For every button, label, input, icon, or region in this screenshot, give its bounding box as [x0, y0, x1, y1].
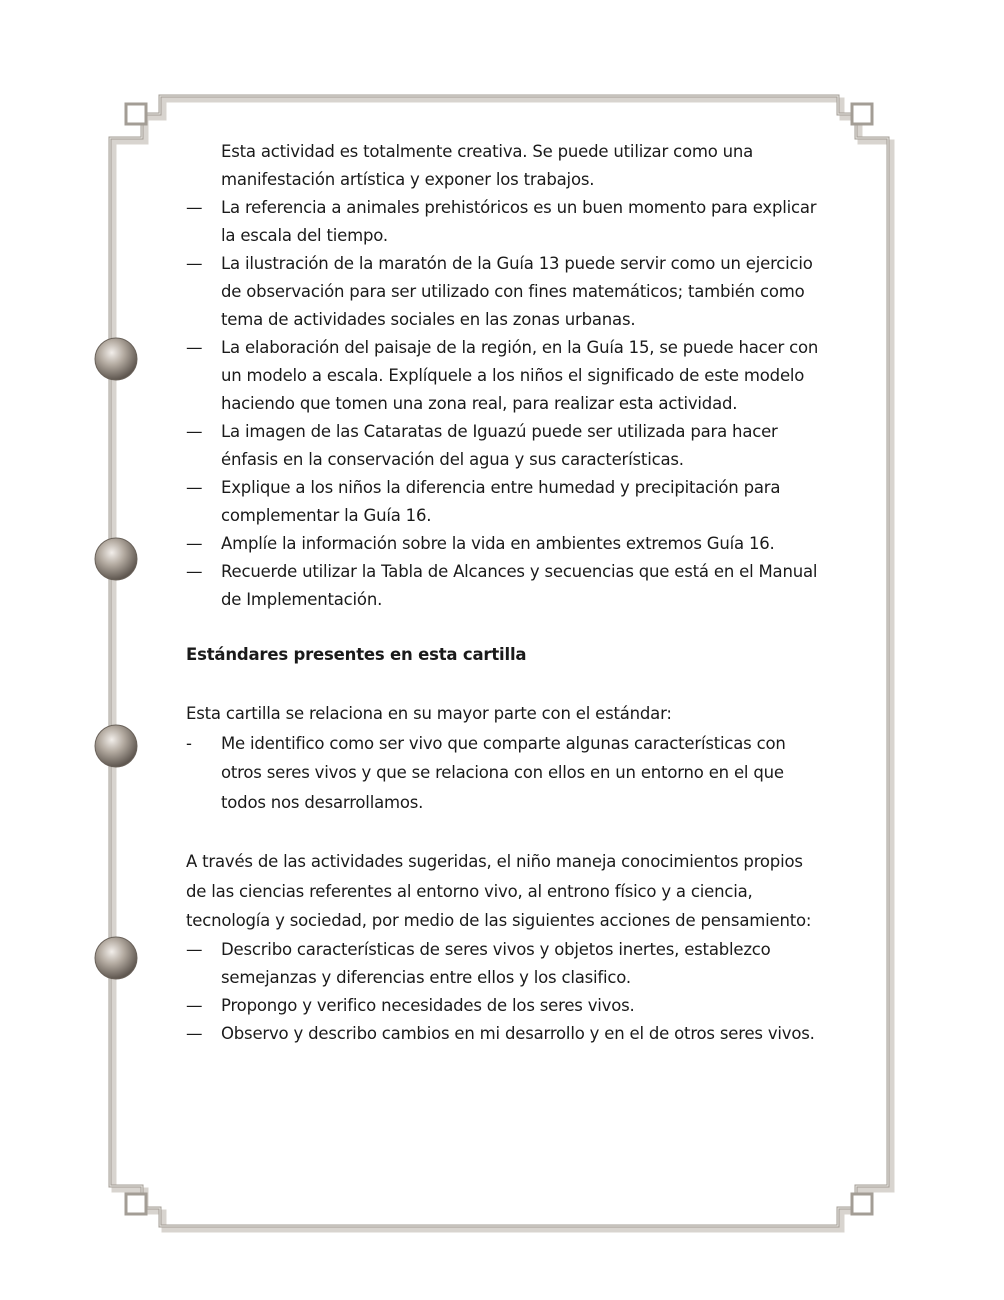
section-heading: Estándares presentes en esta cartilla	[186, 645, 527, 664]
dash-marker: —	[186, 995, 203, 1015]
list-item	[186, 250, 826, 334]
list-item	[186, 530, 826, 558]
list-item	[186, 334, 826, 418]
list-item-text: La imagen de las Cataratas de Iguazú puede ser utilizada para hacer énfasis en la conservación del agua y sus características.	[221, 422, 778, 469]
list-item-text: La elaboración del paisaje de la región, en la Guía 15, se puede hacer con un modelo a escala. Explíquele a los niños el significado de este modelo haciendo que tomen una zona real, para realizar esta actividad.	[221, 338, 819, 413]
list-item-text: Observo y describo cambios en mi desarrollo y en el de otros seres vivos.	[221, 1023, 815, 1043]
intro-continuation: Esta actividad es totalmente creativa. Se puede utilizar como una manifestación artística y exponer los trabajos.	[221, 142, 754, 189]
dash-marker: —	[186, 254, 203, 273]
binder-ring-4	[95, 937, 137, 979]
list-item-text: Propongo y verifico necesidades de los seres vivos.	[221, 995, 635, 1015]
action-list	[186, 936, 826, 1048]
list-item	[186, 418, 826, 474]
standard-item-text: Me identifico como ser vivo que comparte algunas características con otros seres vivos y que se relaciona con ellos en un entorno en el que todos nos desarrollamos.	[221, 733, 786, 812]
list-item	[186, 992, 826, 1020]
list-item	[186, 1020, 826, 1048]
standards-intro: Esta cartilla se relaciona en su mayor parte con el estándar:	[186, 704, 672, 723]
actions-paragraph: A través de las actividades sugeridas, el niño maneja conocimientos propios de las ciencias referentes al entorno vivo, al entrono físico y a ciencia, tecnología y sociedad, por medio de las siguientes acciones de pensamiento:	[186, 852, 812, 930]
dash-marker: -	[186, 733, 192, 753]
binder-ring-2	[95, 538, 137, 580]
corner-ornament-bl	[126, 1194, 146, 1214]
list-item-text: Describo características de seres vivos y objetos inertes, establezco semejanzas y diferencias entre ellos y los clasifico.	[221, 939, 771, 987]
list-item-text: La ilustración de la maratón de la Guía 13 puede servir como un ejercicio de observación para ser utilizado con fines matemáticos; también como tema de actividades sociales en las zonas urbanas.	[221, 254, 813, 329]
list-item	[186, 474, 826, 530]
dash-marker: —	[186, 198, 203, 217]
activity-list	[186, 194, 826, 614]
standard-item	[186, 729, 826, 818]
dash-marker: —	[186, 562, 203, 581]
dash-marker: —	[186, 534, 203, 553]
list-item-text: Explique a los niños la diferencia entre humedad y precipitación para complementar la Guía 16.	[221, 478, 781, 525]
spacer	[186, 669, 826, 699]
list-item-text: La referencia a animales prehistóricos es un buen momento para explicar la escala del tiempo.	[221, 198, 817, 245]
dash-marker: —	[186, 478, 203, 497]
dash-marker: —	[186, 422, 203, 441]
list-item	[186, 194, 826, 250]
page-content	[186, 138, 826, 1048]
dash-marker: —	[186, 939, 203, 959]
list-item	[186, 558, 826, 614]
corner-ornament-br	[852, 1194, 872, 1214]
dash-marker: —	[186, 1023, 203, 1043]
dash-marker: —	[186, 338, 203, 357]
binder-ring-3	[95, 725, 137, 767]
binder-ring-1	[95, 338, 137, 380]
spacer	[186, 817, 826, 847]
list-item-text: Recuerde utilizar la Tabla de Alcances y secuencias que está en el Manual de Implementación.	[221, 562, 818, 609]
corner-ornament-tr	[852, 104, 872, 124]
list-item-text: Amplíe la información sobre la vida en ambientes extremos Guía 16.	[221, 534, 775, 553]
list-item	[186, 936, 826, 992]
corner-ornament-tl	[126, 104, 146, 124]
